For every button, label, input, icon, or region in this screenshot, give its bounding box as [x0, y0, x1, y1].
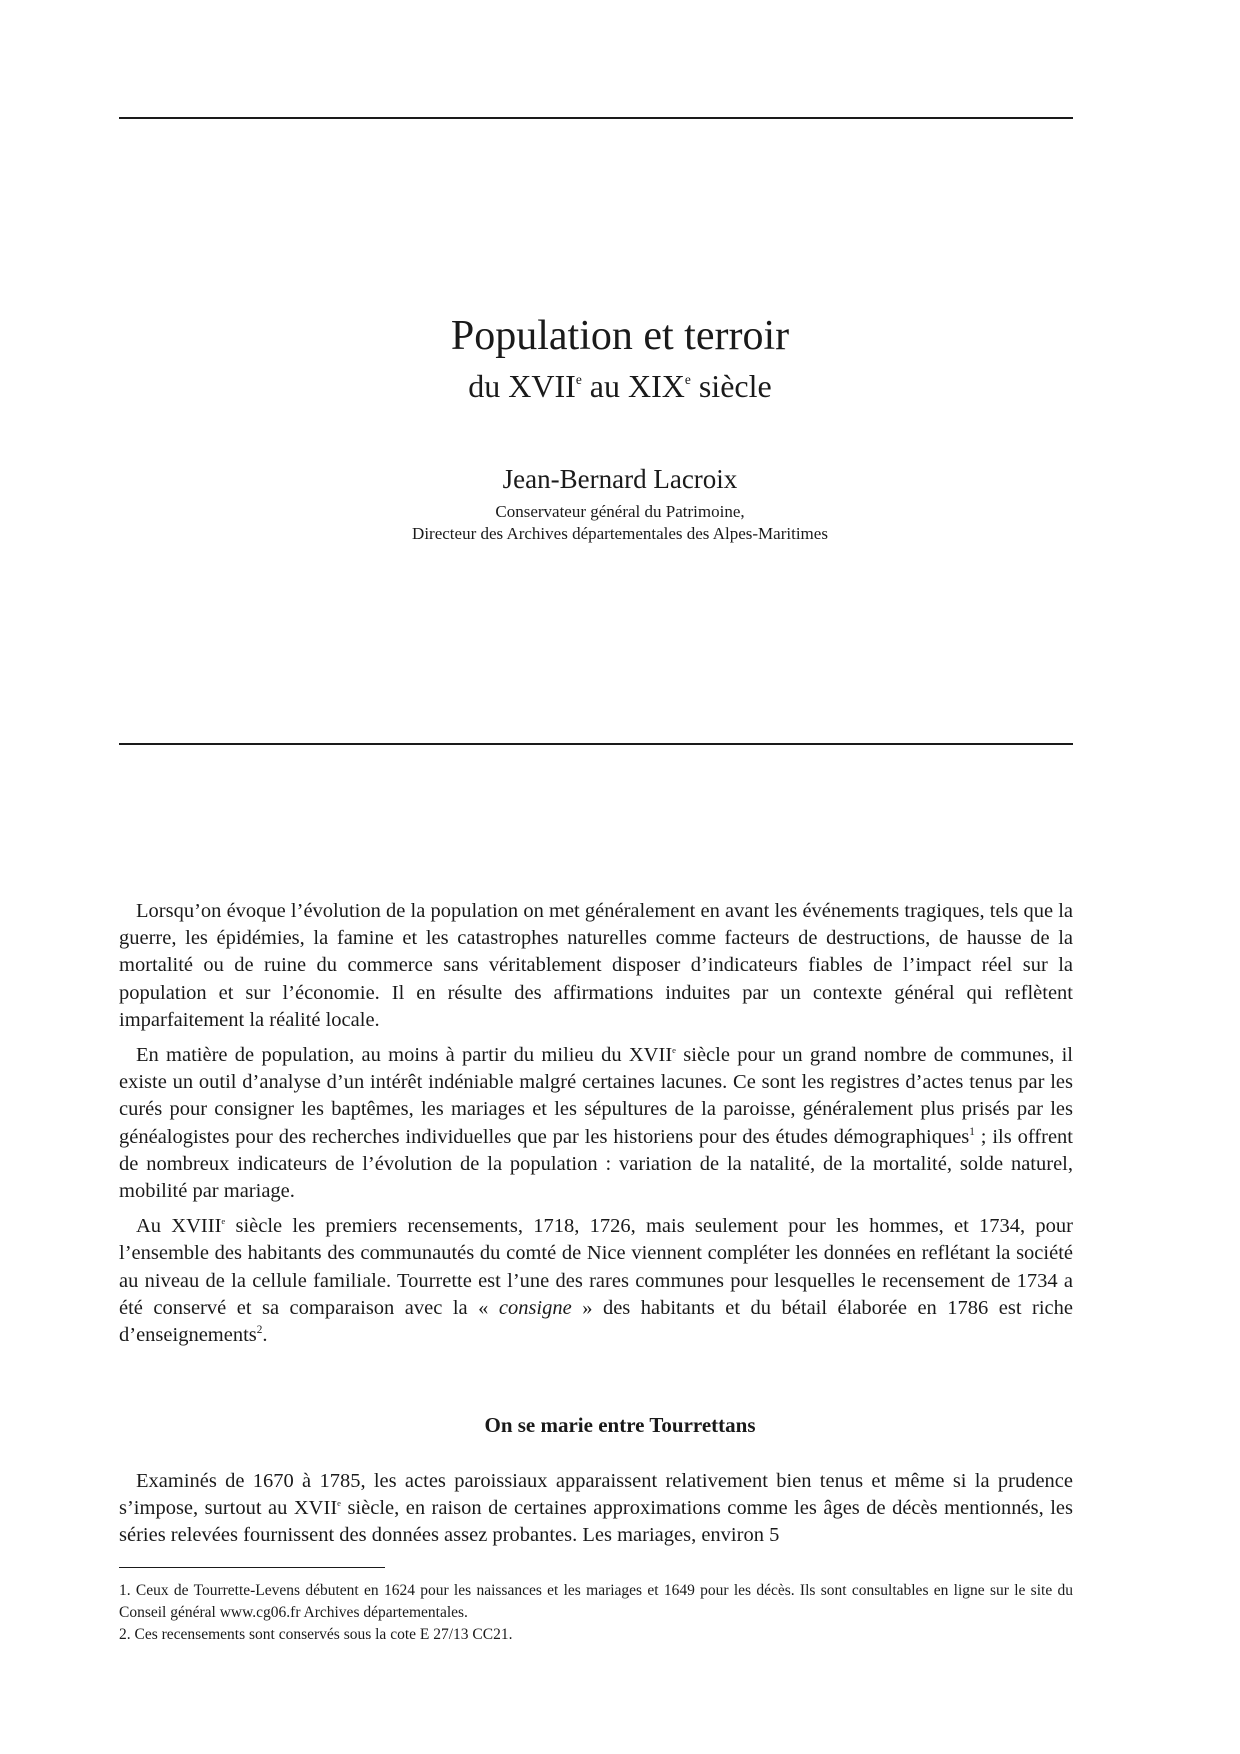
- section-heading: On se marie entre Tourrettans: [484, 1413, 756, 1437]
- bottom-rule: [119, 743, 1073, 745]
- section-body: [119, 1468, 1073, 1550]
- footnote-ref: 2: [256, 1324, 263, 1337]
- text-run: siècle, en raison de certaines approximations comme les âges de décès mentionnés, les séries relevées fournissent des données assez probantes. Les mariages, environ 5: [119, 1497, 1073, 1547]
- subtitle-part: au XIX: [581, 368, 685, 404]
- top-rule: [119, 117, 1073, 119]
- text-run: siècle les premiers recensements, 1718, 1726, mais seulement pour les hommes, et 1734, pour l’ensemble des habitants des communautés du comté de Nice viennent compléter les données en reflétant la société au niveau de la cellule familiale. Tourrette est l’une des rares communes pour lesquelles le recensement de 1734 a été conservé et sa comparaison avec la «: [119, 1215, 1073, 1319]
- footnote-separator: [119, 1567, 385, 1568]
- text-run: .: [262, 1324, 268, 1347]
- text-run: siècle pour un grand nombre de communes, il existe un outil d’analyse d’un intérêt indéniable malgré certaines lacunes. Ce sont les registres d’actes tenus par les curés pour consigner les baptêmes, les mariages et les sépultures de la paroisse, généralement plus prisés par les généalogistes pour des recherches individuelles que par les historiens pour des études démographiques: [119, 1044, 1073, 1148]
- page-title: Population et terroir: [450, 313, 790, 359]
- footnote: 1. Ceux de Tourrette-Levens débutent en 1624 pour les naissances et les mariages et 1649 pour les décès. Ils sont consultables en ligne sur le site du Conseil général www.cg06.fr Archives départementales.: [119, 1582, 1073, 1621]
- body-paragraph: [119, 1042, 1073, 1205]
- subtitle-part: du XVII: [468, 368, 576, 404]
- author-affiliation: Directeur des Archives départementales des Alpes-Maritimes: [412, 524, 828, 543]
- footnotes: [119, 1580, 1073, 1646]
- intro-section: [119, 898, 1073, 1349]
- author-name: Jean-Bernard Lacroix: [502, 464, 738, 494]
- century-superscript: e: [337, 1498, 341, 1509]
- century-superscript: e: [221, 1216, 226, 1227]
- footnote-ref: 1: [969, 1125, 975, 1138]
- subtitle-superscript: e: [684, 372, 691, 388]
- footnote: 2. Ces recensements sont conservés sous la cote E 27/13 CC21.: [119, 1626, 513, 1643]
- page-subtitle: [0, 366, 1240, 406]
- text-run: Examinés de 1670 à 1785, les actes paroissiaux apparaissent relativement bien tenus et même si la prudence s’impose, surtout au XVII: [119, 1470, 1073, 1520]
- subtitle-part: siècle: [690, 368, 772, 404]
- text-run: ; ils offrent de nombreux indicateurs de l’évolution de la population : variation de la natalité, de la mortalité, solde naturel, mobilité par mariage.: [119, 1125, 1074, 1203]
- author-affiliation: Conservateur général du Patrimoine,: [495, 502, 745, 521]
- body-paragraph: Lorsqu’on évoque l’évolution de la population on met généralement en avant les événements tragiques, tels que la guerre, les épidémies, la famine et les catastrophes naturelles comme facteurs de destructions, de hausse de la mortalité ou de ruine du commerce sans véritablement disposer d’indicateurs fiables de l’impact réel sur la population et sur l’économie. Il en résulte des affirmations induites par un contexte général qui reflètent imparfaitement la réalité locale.: [119, 900, 1073, 1031]
- subtitle-superscript: e: [575, 372, 582, 388]
- text-run: En matière de population, au moins à partir du milieu du XVII: [136, 1044, 673, 1067]
- century-superscript: e: [672, 1044, 676, 1055]
- body-paragraph: [119, 1213, 1073, 1349]
- text-run: Au XVIII: [136, 1215, 222, 1238]
- body-paragraph: [119, 1468, 1073, 1550]
- text-run: » des habitants et du bétail élaborée en 1786 est riche d’enseignements: [119, 1296, 1073, 1347]
- emphasis-text: consigne: [498, 1296, 572, 1319]
